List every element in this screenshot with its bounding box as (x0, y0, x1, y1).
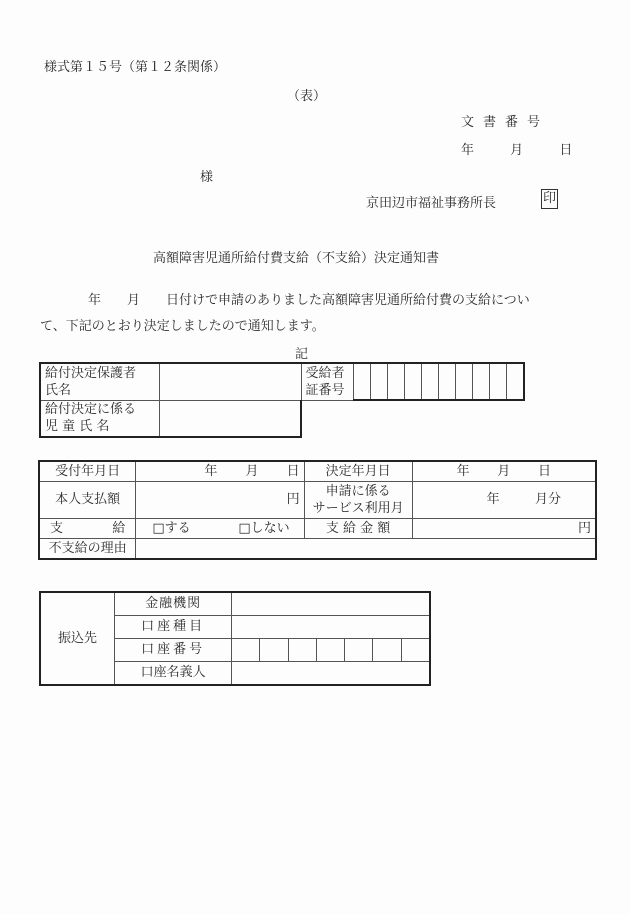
year-label: 年 (204, 463, 218, 479)
child-name-field[interactable] (160, 400, 302, 437)
recipient-table (39, 362, 525, 438)
account-number-cell-6[interactable] (373, 639, 401, 662)
account-holder-field[interactable] (232, 662, 430, 686)
body-line-2: て、下記のとおり決定しましたので通知します。 (40, 319, 325, 334)
account-number-cell-3[interactable] (288, 639, 316, 662)
recipient-number-cell-7[interactable] (455, 363, 472, 400)
empty-space (301, 400, 524, 437)
seal-mark: 印 (541, 189, 558, 209)
label-line: 給付決定保護者 (45, 365, 137, 381)
amount-label: 支 給 金 額 (304, 519, 412, 539)
recipient-number-cell-4[interactable] (404, 363, 421, 400)
receipt-date-label: 受付年月日 (39, 461, 136, 482)
month-label: 月 (497, 463, 511, 479)
day-label: 日 (559, 143, 573, 158)
account-number-cell-5[interactable] (345, 639, 373, 662)
label-char: 支 (50, 520, 64, 536)
account-number-cell-2[interactable] (260, 639, 288, 662)
label-line: 受給者 (305, 365, 345, 381)
payment-label (39, 519, 136, 539)
decision-table (38, 460, 597, 560)
self-pay-label: 本人支払額 (39, 482, 136, 519)
recipient-number-cell-6[interactable] (438, 363, 455, 400)
recipient-number-label (301, 363, 353, 400)
amount-field[interactable] (412, 519, 596, 539)
receipt-date-field[interactable] (136, 461, 304, 482)
document-number-label: 文書番号 (461, 115, 550, 130)
recipient-number-cell-1[interactable] (353, 363, 370, 400)
label-line: 証番号 (305, 382, 345, 398)
document-title: 高額障害児通所給付費支給（不支給）決定通知書 (153, 251, 440, 266)
account-number-cell-7[interactable] (401, 639, 430, 662)
bank-transfer-table (39, 591, 431, 686)
issue-date (461, 139, 572, 158)
side-label: （表） (287, 89, 327, 104)
recipient-number-cell-10[interactable] (506, 363, 524, 400)
account-type-field[interactable] (232, 616, 430, 639)
day-label: 日 (537, 463, 551, 479)
bank-field[interactable] (232, 592, 430, 616)
body-text: 日付けで申請のありました高額障害児通所給付費の支給につい (166, 293, 530, 308)
decision-date-label: 決定年月日 (304, 461, 412, 482)
reason-field[interactable] (136, 539, 596, 560)
yen-unit: 円 (286, 492, 300, 507)
account-number-cell-4[interactable] (316, 639, 344, 662)
recipient-number-cell-9[interactable] (489, 363, 506, 400)
yen-unit: 円 (577, 520, 591, 536)
form-number: 様式第１５号（第１２条関係） (44, 60, 227, 75)
account-number-label: 口座番号 (115, 639, 232, 662)
recipient-number-cell-2[interactable] (370, 363, 387, 400)
service-month-label (304, 482, 412, 519)
self-pay-field[interactable] (136, 482, 304, 519)
guardian-name-field[interactable] (160, 363, 302, 400)
service-month-field[interactable] (412, 482, 596, 519)
year-label: 年 (486, 492, 500, 507)
option-yes-checkbox[interactable]: □する (152, 520, 191, 536)
month-label: 月 (245, 463, 259, 479)
label-line: 申請に係る (325, 484, 391, 499)
recipient-number-cell-5[interactable] (421, 363, 438, 400)
account-type-label: 口座種目 (115, 616, 232, 639)
month-label: 月分 (534, 492, 561, 507)
recipient-number-cell-3[interactable] (387, 363, 404, 400)
account-number-cell-1[interactable] (232, 639, 260, 662)
year-label: 年 (461, 143, 475, 158)
option-no-checkbox[interactable]: □しない (238, 520, 290, 536)
label-line: 氏名 (45, 382, 72, 398)
child-name-label (40, 400, 160, 437)
recipient-number-cell-8[interactable] (472, 363, 489, 400)
guardian-name-label (40, 363, 160, 400)
ki-heading: 記 (295, 347, 309, 362)
payment-options (136, 519, 304, 539)
addressee-suffix: 様 (200, 170, 214, 185)
body-year: 年 (88, 293, 102, 308)
month-label: 月 (510, 143, 524, 158)
account-holder-label: 口座名義人 (115, 662, 232, 686)
issuer-name: 京田辺市福祉事務所長 (366, 196, 497, 211)
label-line: サービス利用月 (312, 501, 404, 516)
body-month: 月 (127, 293, 141, 308)
body-line-1 (88, 289, 530, 308)
label-char: 給 (112, 520, 126, 536)
label-line: 給付決定に係る (45, 402, 137, 417)
transfer-label: 振込先 (40, 592, 115, 685)
bank-label: 金融機関 (115, 592, 232, 616)
day-label: 日 (286, 463, 300, 479)
decision-date-field[interactable] (412, 461, 596, 482)
label-line: 児 童 氏 名 (45, 419, 110, 434)
year-label: 年 (456, 463, 470, 479)
reason-label: 不支給の理由 (39, 539, 136, 560)
